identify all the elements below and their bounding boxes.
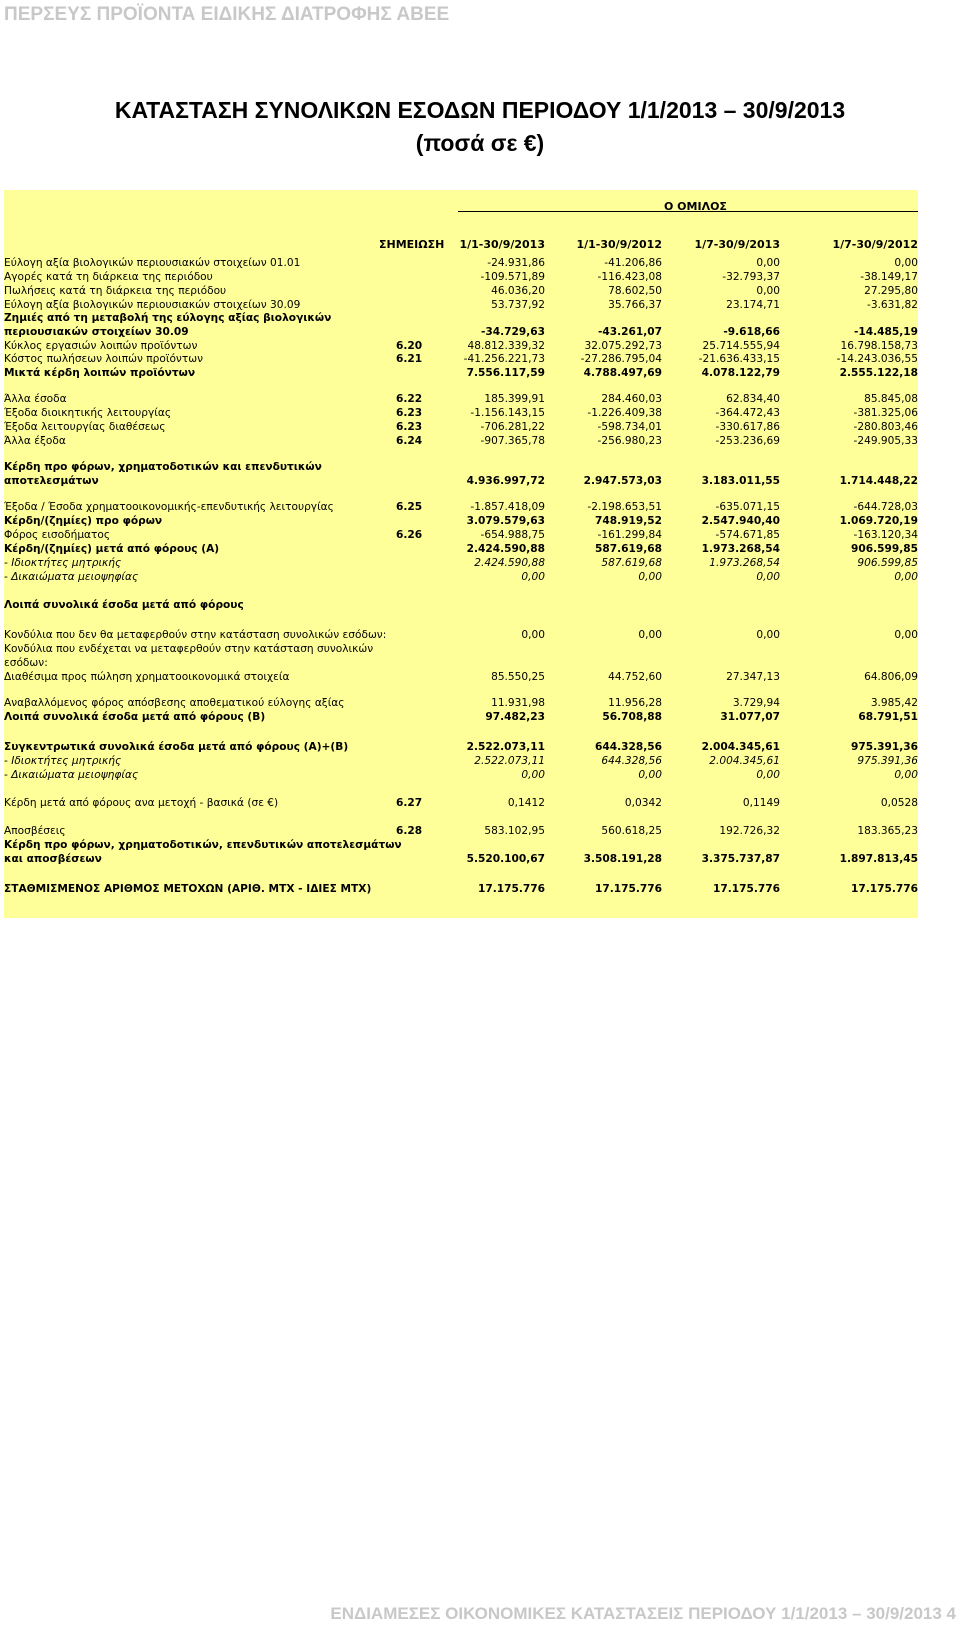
table-row <box>4 838 918 852</box>
table-row <box>4 570 918 584</box>
value-col-1: -907.365,78 <box>480 435 545 447</box>
value-col-1: 2.522.073,11 <box>474 755 545 767</box>
value-col-2: 748.919,52 <box>594 515 662 527</box>
value-col-3: -32.793,37 <box>722 271 780 283</box>
value-col-1: 4.936.997,72 <box>466 475 545 487</box>
value-col-3: 1.973.268,54 <box>701 543 780 555</box>
row-note: 6.24 <box>396 435 423 447</box>
row-note: 6.25 <box>396 501 423 513</box>
value-col-4: -14.243.036,55 <box>836 353 918 365</box>
value-col-4: -163.120,34 <box>853 529 918 541</box>
value-col-1: -41.256.221,73 <box>463 353 545 365</box>
table-row <box>4 256 918 270</box>
value-col-4: -14.485,19 <box>853 326 918 338</box>
value-col-2: 2.947.573,03 <box>583 475 662 487</box>
table-row <box>4 434 918 448</box>
table-row <box>4 284 918 298</box>
row-label: Εύλογη αξία βιολογικών περιουσιακών στοιχείων 30.09 <box>4 299 301 311</box>
row-label: Κονδύλια που ενδέχεται να μεταφερθούν στην κατάσταση συνολικών <box>4 643 374 655</box>
row-note: 6.20 <box>396 340 423 352</box>
value-col-2: -161.299,84 <box>597 529 662 541</box>
table-row <box>4 642 918 656</box>
table-row <box>4 656 918 670</box>
table-row <box>4 710 918 724</box>
value-col-1: -654.988,75 <box>480 529 545 541</box>
row-label: Κονδύλια που δεν θα μεταφερθούν στην κατάσταση συνολικών εσόδων: <box>4 629 387 641</box>
value-col-4: -3.631,82 <box>867 299 918 311</box>
value-col-3: 2.004.345,61 <box>701 741 780 753</box>
value-col-3: -574.671,85 <box>715 529 780 541</box>
value-col-1: 7.556.117,59 <box>466 367 545 379</box>
value-col-1: 583.102,95 <box>484 825 545 837</box>
value-col-3: 62.834,40 <box>726 393 780 405</box>
value-col-3: 0,00 <box>756 257 780 269</box>
value-col-2: 11.956,28 <box>608 697 662 709</box>
table-row <box>4 460 918 474</box>
table-row <box>4 366 918 380</box>
value-col-1: 97.482,23 <box>485 711 545 723</box>
value-col-4: 3.985,42 <box>870 697 918 709</box>
group-underline <box>458 211 918 212</box>
row-label: Αναβαλλόμενος φόρος απόσβεσης αποθεματικού εύλογης αξίας <box>4 697 345 709</box>
value-col-3: 0,00 <box>756 769 780 781</box>
value-col-4: 975.391,36 <box>857 755 918 767</box>
value-col-3: -330.617,86 <box>715 421 780 433</box>
value-col-2: -1.226.409,38 <box>587 407 662 419</box>
value-col-4: -249.905,33 <box>853 435 918 447</box>
value-col-4: 906.599,85 <box>857 557 918 569</box>
group-label: Ο ΟΜΙΛΟΣ <box>664 200 727 213</box>
row-label: Κέρδη/(ζημίες) προ φόρων <box>4 515 163 527</box>
income-statement-table <box>4 190 918 918</box>
value-col-3: 17.175.776 <box>712 883 780 895</box>
table-row <box>4 882 918 896</box>
table-row <box>4 796 918 810</box>
value-col-4: 906.599,85 <box>850 543 918 555</box>
value-col-2: 0,00 <box>638 769 662 781</box>
value-col-3: 2.004.345,61 <box>709 755 780 767</box>
value-col-4: 0,0528 <box>880 797 918 809</box>
value-col-2: -256.980,23 <box>597 435 662 447</box>
value-col-3: 3.729,94 <box>732 697 780 709</box>
value-col-3: 0,1149 <box>742 797 780 809</box>
row-label: και αποσβέσεων <box>4 853 102 865</box>
value-col-1: -1.857.418,09 <box>470 501 545 513</box>
value-col-3: 3.375.737,87 <box>701 853 780 865</box>
value-col-4: -38.149,17 <box>860 271 918 283</box>
row-label: Κόστος πωλήσεων λοιπών προϊόντων <box>4 353 204 365</box>
value-col-2: 560.618,25 <box>601 825 662 837</box>
row-label: Έξοδα λειτουργίας διαθέσεως <box>4 421 166 433</box>
row-label: Ζημιές από τη μεταβολή της εύλογης αξίας βιολογικών <box>4 312 332 324</box>
value-col-1: 46.036,20 <box>491 285 545 297</box>
value-col-4: 17.175.776 <box>850 883 918 895</box>
row-note: 6.23 <box>396 407 423 419</box>
row-label: Πωλήσεις κατά τη διάρκεια της περιόδου <box>4 285 227 297</box>
value-col-3: -253.236,69 <box>715 435 780 447</box>
value-col-3: 31.077,07 <box>720 711 780 723</box>
value-col-3: 3.183.011,55 <box>701 475 780 487</box>
value-col-2: 644.328,56 <box>594 741 662 753</box>
value-col-1: 2.424.590,88 <box>474 557 545 569</box>
table-row <box>4 556 918 570</box>
value-col-1: 85.550,25 <box>491 671 545 683</box>
row-label: - Δικαιώματα μειοψηφίας <box>4 769 139 781</box>
value-col-4: 85.845,08 <box>864 393 918 405</box>
value-col-2: 3.508.191,28 <box>583 853 662 865</box>
row-label: Έξοδα διοικητικής λειτουργίας <box>4 407 172 419</box>
value-col-1: -34.729,63 <box>480 326 545 338</box>
row-label: Κέρδη μετά από φόρους ανα μετοχή - βασικά (σε €) <box>4 797 279 809</box>
value-col-3: 27.347,13 <box>726 671 780 683</box>
value-col-4: 0,00 <box>894 629 918 641</box>
table-row <box>4 754 918 768</box>
value-col-1: 53.737,92 <box>491 299 545 311</box>
value-col-3: 2.547.940,40 <box>701 515 780 527</box>
value-col-4: 1.714.448,22 <box>839 475 918 487</box>
row-label: Λοιπά συνολικά έσοδα μετά από φόρους (Β) <box>4 711 266 723</box>
row-label: Κέρδη προ φόρων, χρηματοδοτικών, επενδυτικών αποτελεσμάτων <box>4 839 402 851</box>
value-col-2: -116.423,08 <box>597 271 662 283</box>
value-col-3: 192.726,32 <box>719 825 780 837</box>
value-col-1: 3.079.579,63 <box>466 515 545 527</box>
row-label: περιουσιακών στοιχείων 30.09 <box>4 326 189 338</box>
value-col-3: -364.472,43 <box>715 407 780 419</box>
value-col-2: 17.175.776 <box>594 883 662 895</box>
table-row <box>4 406 918 420</box>
company-name: ΠΕΡΣΕΥΣ ΠΡΟΪΟΝΤΑ ΕΙΔΙΚΗΣ ΔΙΑΤΡΟΦΗΣ ΑΒΕΕ <box>4 4 450 25</box>
row-label: Λοιπά συνολικά έσοδα μετά από φόρους <box>4 599 244 611</box>
row-note: 6.21 <box>396 353 423 365</box>
row-label: Συγκεντρωτικά συνολικά έσοδα μετά από φόρους (Α)+(Β) <box>4 741 349 753</box>
table-row <box>4 500 918 514</box>
table-row <box>4 420 918 434</box>
value-col-4: 68.791,51 <box>858 711 918 723</box>
table-row <box>4 514 918 528</box>
row-label: Αποσβέσεις <box>4 825 66 837</box>
value-col-4: 16.798.158,73 <box>840 340 918 352</box>
row-label: - Ιδιοκτήτες μητρικής <box>4 557 122 569</box>
row-note: 6.27 <box>396 797 423 809</box>
value-col-1: -1.156.143,15 <box>470 407 545 419</box>
value-col-4: 64.806,09 <box>864 671 918 683</box>
row-note: 6.28 <box>396 825 423 837</box>
row-label: Κέρδη/(ζημίες) μετά από φόρους (Α) <box>4 543 220 555</box>
value-col-1: 0,00 <box>521 769 545 781</box>
value-col-2: 644.328,56 <box>601 755 662 767</box>
row-label: ΣΤΑΘΜΙΣΜΕΝΟΣ ΑΡΙΘΜΟΣ ΜΕΤΟΧΩΝ (ΑΡΙΘ. ΜΤΧ - ΙΔΙΕΣ ΜΤΧ) <box>4 883 372 895</box>
row-label: Έξοδα / Έσοδα χρηματοοικονομικής-επενδυτικής λειτουργίας <box>4 501 334 513</box>
row-label: Αγορές κατά τη διάρκεια της περιόδου <box>4 271 213 283</box>
table-row <box>4 542 918 556</box>
value-col-3: 1.973.268,54 <box>709 557 780 569</box>
value-col-1: 48.812.339,32 <box>467 340 545 352</box>
value-col-1: 0,00 <box>521 571 545 583</box>
value-col-2: 0,0342 <box>624 797 662 809</box>
value-col-4: 183.365,23 <box>857 825 918 837</box>
value-col-4: -381.325,06 <box>853 407 918 419</box>
value-col-3: -635.071,15 <box>715 501 780 513</box>
value-col-2: -27.286.795,04 <box>580 353 662 365</box>
value-col-2: 78.602,50 <box>608 285 662 297</box>
header-col-1: 1/1-30/9/2013 <box>459 238 545 251</box>
value-col-2: -2.198.653,51 <box>587 501 662 513</box>
value-col-1: 0,1412 <box>507 797 545 809</box>
table-row <box>4 298 918 312</box>
table-row <box>4 852 918 866</box>
value-col-1: 185.399,91 <box>484 393 545 405</box>
value-col-4: -280.803,46 <box>853 421 918 433</box>
value-col-2: 32.075.292,73 <box>584 340 662 352</box>
table-row <box>4 528 918 542</box>
row-label: Άλλα έσοδα <box>4 393 67 405</box>
value-col-2: 35.766,37 <box>608 299 662 311</box>
value-col-3: 0,00 <box>756 629 780 641</box>
value-col-2: 44.752,60 <box>608 671 662 683</box>
value-col-4: 1.897.813,45 <box>839 853 918 865</box>
value-col-2: -43.261,07 <box>597 326 662 338</box>
value-col-1: -706.281,22 <box>480 421 545 433</box>
row-note: 6.23 <box>396 421 423 433</box>
row-label: Άλλα έξοδα <box>4 435 66 447</box>
value-col-1: -24.931,86 <box>487 257 545 269</box>
table-row <box>4 270 918 284</box>
row-label: Διαθέσιμα προς πώληση χρηματοοικονομικά στοιχεία <box>4 671 290 683</box>
header-col-2: 1/1-30/9/2012 <box>576 238 662 251</box>
value-col-4: 2.555.122,18 <box>839 367 918 379</box>
table-row <box>4 670 918 684</box>
value-col-2: 4.788.497,69 <box>583 367 662 379</box>
value-col-4: 0,00 <box>894 769 918 781</box>
value-col-3: 25.714.555,94 <box>702 340 780 352</box>
table-row <box>4 392 918 406</box>
table-row <box>4 311 918 325</box>
row-label: - Ιδιοκτήτες μητρικής <box>4 755 122 767</box>
value-col-2: 0,00 <box>638 629 662 641</box>
value-col-2: 284.460,03 <box>601 393 662 405</box>
value-col-4: 0,00 <box>894 571 918 583</box>
value-col-3: 4.078.122,79 <box>701 367 780 379</box>
statement-subtitle: (ποσά σε €) <box>415 130 545 156</box>
row-note: 6.22 <box>396 393 423 405</box>
row-label: εσόδων: <box>4 657 48 669</box>
value-col-4: 1.069.720,19 <box>839 515 918 527</box>
row-label: Φόρος εισοδήματος <box>4 529 111 541</box>
value-col-1: -109.571,89 <box>480 271 545 283</box>
value-col-4: 975.391,36 <box>850 741 918 753</box>
value-col-3: -9.618,66 <box>723 326 780 338</box>
value-col-1: 11.931,98 <box>491 697 545 709</box>
table-row <box>4 352 918 366</box>
table-row <box>4 696 918 710</box>
table-row <box>4 339 918 353</box>
column-header-row <box>4 238 918 252</box>
row-label: Κέρδη προ φόρων, χρηματοδοτικών και επενδυτικών <box>4 461 322 473</box>
header-col-4: 1/7-30/9/2012 <box>832 238 918 251</box>
value-col-4: 0,00 <box>894 257 918 269</box>
row-label: Μικτά κέρδη λοιπών προϊόντων <box>4 367 196 379</box>
row-label: - Δικαιώματα μειοψηφίας <box>4 571 139 583</box>
page-footer: ΕΝΔΙΑΜΕΣΕΣ ΟΙΚΟΝΟΜΙΚΕΣ ΚΑΤΑΣΤΑΣΕΙΣ ΠΕΡΙΟΔΟΥ 1/1/2013 – 30/9/2013 4 <box>330 1604 956 1623</box>
table-row <box>4 474 918 488</box>
value-col-3: 23.174,71 <box>726 299 780 311</box>
value-col-4: -644.728,03 <box>853 501 918 513</box>
value-col-1: 5.520.100,67 <box>466 853 545 865</box>
header-note: ΣΗΜΕΙΩΣΗ <box>379 238 445 251</box>
value-col-2: 56.708,88 <box>602 711 662 723</box>
value-col-2: 0,00 <box>638 571 662 583</box>
value-col-1: 0,00 <box>521 629 545 641</box>
row-label: Εύλογη αξία βιολογικών περιουσιακών στοιχείων 01.01 <box>4 257 301 269</box>
value-col-3: 0,00 <box>756 285 780 297</box>
row-note: 6.26 <box>396 529 423 541</box>
row-label: αποτελεσμάτων <box>4 475 99 487</box>
row-label: Κύκλος εργασιών λοιπών προϊόντων <box>4 340 198 352</box>
table-row <box>4 824 918 838</box>
table-row <box>4 740 918 754</box>
value-col-1: 2.424.590,88 <box>466 543 545 555</box>
value-col-1: 17.175.776 <box>477 883 545 895</box>
table-row <box>4 628 918 642</box>
value-col-1: 2.522.073,11 <box>466 741 545 753</box>
value-col-2: -41.206,86 <box>604 257 662 269</box>
value-col-3: 0,00 <box>756 571 780 583</box>
value-col-2: -598.734,01 <box>597 421 662 433</box>
statement-title: ΚΑΤΑΣΤΑΣΗ ΣΥΝΟΛΙΚΩΝ ΕΣΟΔΩΝ ΠΕΡΙΟΔΟΥ 1/1/2013 – 30/9/2013 <box>114 97 846 123</box>
value-col-2: 587.619,68 <box>594 543 662 555</box>
value-col-3: -21.636.433,15 <box>698 353 780 365</box>
value-col-2: 587.619,68 <box>601 557 662 569</box>
table-row <box>4 598 918 612</box>
header-col-3: 1/7-30/9/2013 <box>694 238 780 251</box>
value-col-4: 27.295,80 <box>864 285 918 297</box>
group-header <box>4 190 918 212</box>
table-row <box>4 325 918 339</box>
table-row <box>4 768 918 782</box>
